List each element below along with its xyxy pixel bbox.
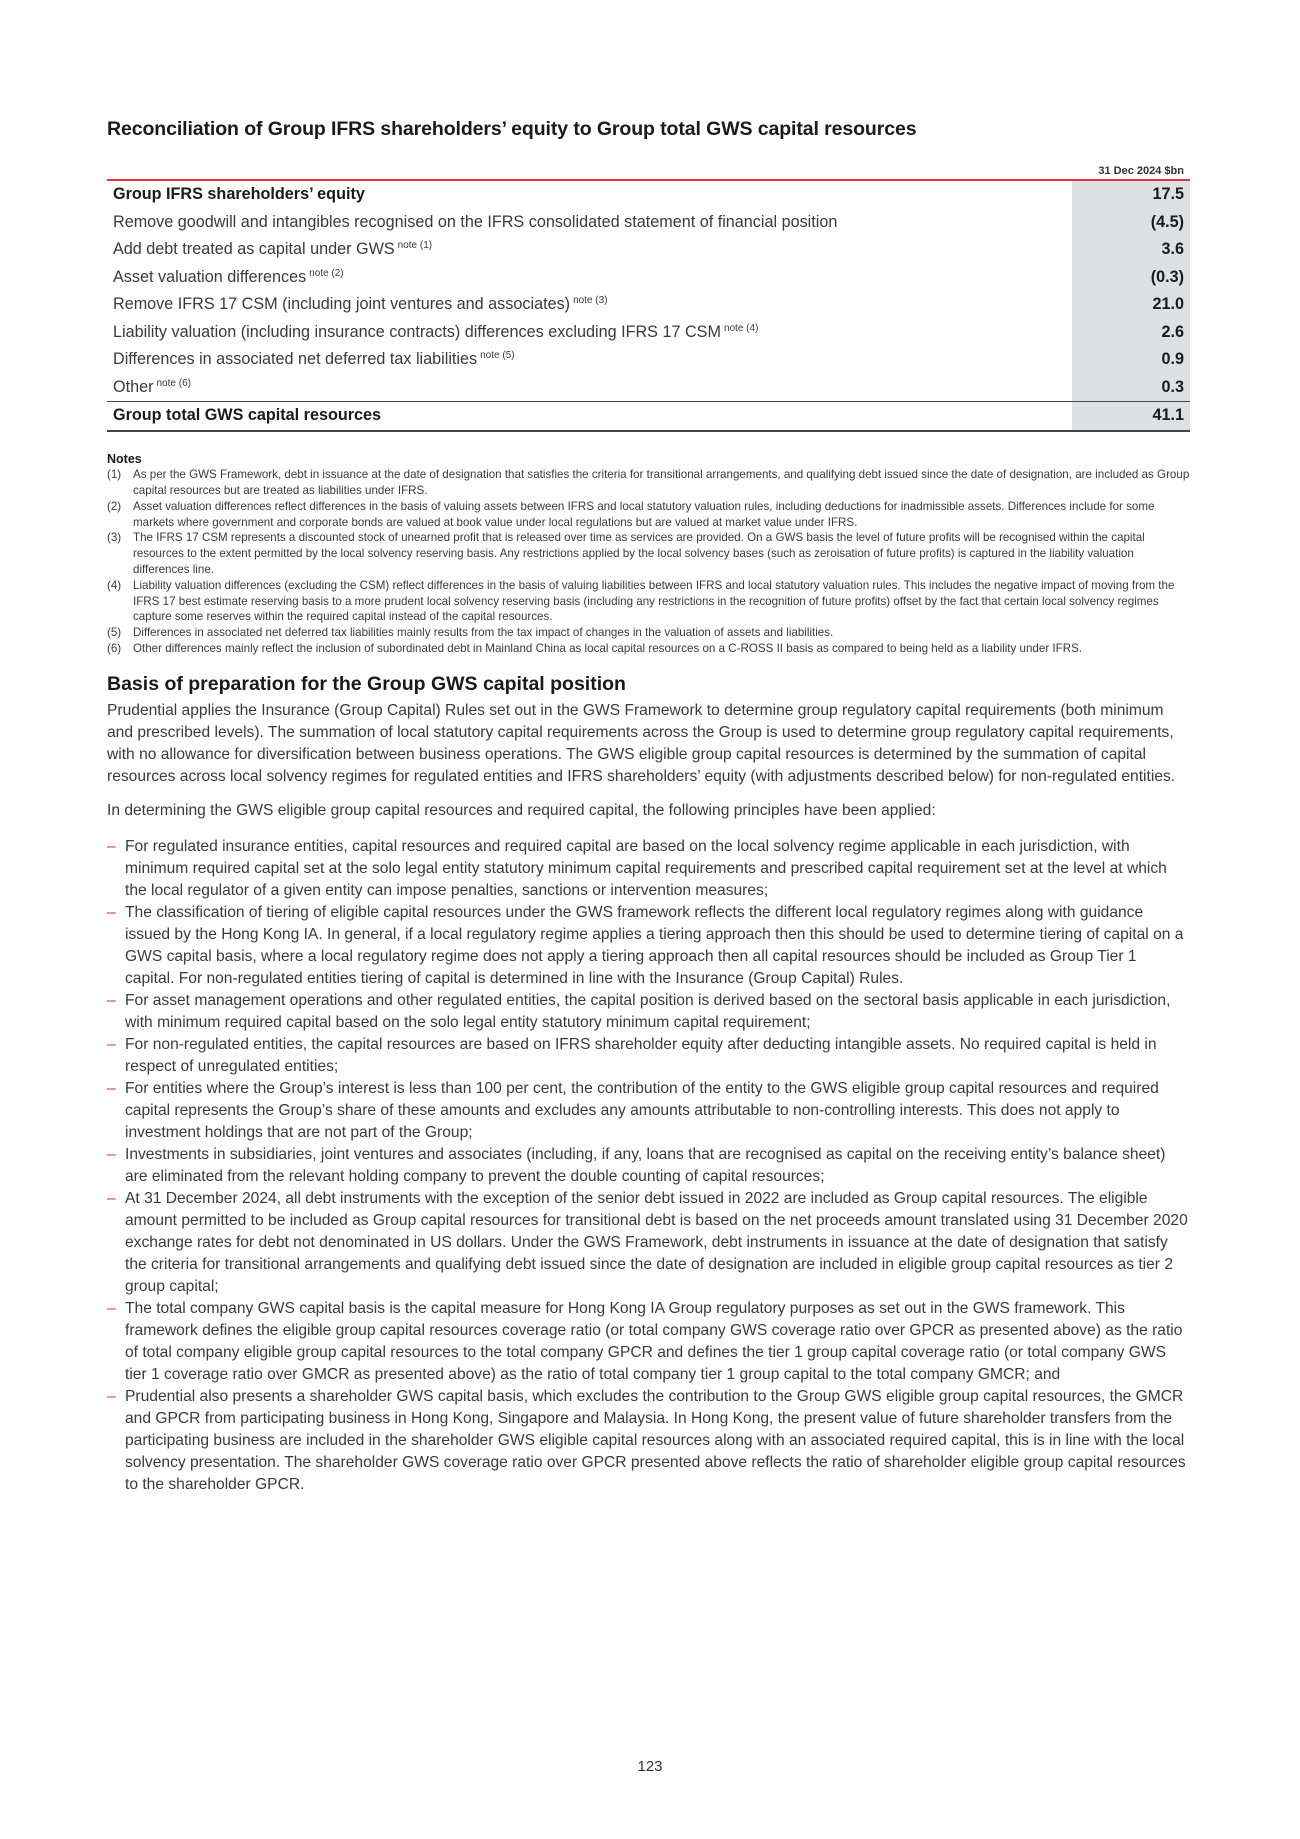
bullet-dash-icon: –: [107, 1145, 116, 1163]
note-item: [107, 625, 1190, 641]
bullet-dash-icon: –: [107, 1387, 116, 1405]
note-text: Differences in associated net deferred tax liabilities mainly results from the tax impact of changes in the valuation of assets and liabilities.: [133, 626, 834, 640]
principle-item: [107, 836, 1190, 902]
row-value: 2.6: [1072, 319, 1190, 347]
row-label-cell: [107, 374, 1072, 402]
principle-text: Investments in subsidiaries, joint ventures and associates (including, if any, loans that are recognised as capital on the receiving entity’s balance sheet) are eliminated from the relevant holding company to prevent the double counting of capital resources;: [125, 1145, 1166, 1185]
note-text: The IFRS 17 CSM represents a discounted stock of unearned profit that is released over time as services are provided. On a GWS basis the level of future profits will be recognised within the capital resources to the extent permitted by the local solvency reserving basis. Any restrictions applied by the local solvency bases (such as zeroisation of future profits) is captured in the liability valuation differences line.: [133, 531, 1145, 577]
principle-text: At 31 December 2024, all debt instruments with the exception of the senior debt issued in 2022 are included as Group capital resources. The eligible amount permitted to be included as Group capital resources for transitional debt is based on the net proceeds amount translated using 31 December 2020 exchange rates for debt not denominated in US dollars. Under the GWS Framework, debt instruments in issuance at the date of designation that satisfy the criteria for transitional arrangements and qualifying debt issued since the date of designation are included in eligible group capital resources as tier 2 group capital;: [125, 1189, 1188, 1295]
principle-item: [107, 1386, 1190, 1496]
row-label: Remove goodwill and intangibles recognised on the IFRS consolidated statement of financial position: [113, 212, 838, 231]
note-number: (5): [107, 626, 122, 640]
note-item: [107, 467, 1190, 499]
row-value: 17.5: [1072, 180, 1190, 209]
table-header-label: [107, 159, 1072, 180]
note-number: (1): [107, 468, 122, 482]
note-text: Liability valuation differences (excluding the CSM) reflect differences in the basis of valuing liabilities between IFRS and local statutory valuation rules. This includes the negative impact of moving from the IFRS 17 best estimate reserving basis to a more prudent local solvency reserving basis (including any restrictions in the recognition of future profits) offset by the fact that certain local solvency regimes capture some reserves within the required capital instead of the capital resources.: [133, 578, 1175, 624]
notes-heading: Notes: [107, 451, 142, 466]
table-row: [107, 236, 1190, 264]
note-text: Other differences mainly reflect the inclusion of subordinated debt in Mainland China as local capital resources on a C-ROSS II basis as compared to being held as a liability under IFRS.: [133, 642, 1083, 656]
note-item: [107, 578, 1190, 625]
row-label: Liability valuation (including insurance contracts) differences excluding IFRS 17 CSM: [113, 322, 721, 341]
table-row: [107, 180, 1190, 209]
row-label-cell: [107, 291, 1072, 319]
notes-list: [107, 467, 1190, 657]
principle-item: [107, 1188, 1190, 1298]
principle-text: For entities where the Group’s interest is less than 100 per cent, the contribution of the entity to the GWS eligible group capital resources and required capital represents the Group’s share of these amounts and excludes any amounts attributable to non-controlling interests. This does not apply to investment holdings that are not part of the Group;: [125, 1079, 1159, 1141]
row-label-cell: [107, 236, 1072, 264]
row-label: Asset valuation differences: [113, 267, 307, 286]
row-value: (4.5): [1072, 209, 1190, 237]
principle-item: [107, 1144, 1190, 1188]
row-label-cell: [107, 264, 1072, 292]
page-content: [107, 118, 1190, 1496]
row-label-cell: [107, 180, 1072, 209]
row-label: Add debt treated as capital under GWS: [113, 240, 395, 259]
row-value: 41.1: [1072, 402, 1190, 431]
row-note-reference: note (4): [723, 322, 759, 334]
principle-text: The classification of tiering of eligible capital resources under the GWS framework reflects the different local regulatory regimes along with guidance issued by the Hong Kong IA. In general, if a local regulatory regime applies a tiering approach then this should be used to determine tiering of capital on a GWS capital basis, where a local regulatory regime does not apply a tiering approach then all capital resources should be included as Group Tier 1 capital. For non-regulated entities tiering of capital is determined in line with the Insurance (Group Capital) Rules.: [125, 903, 1184, 987]
row-label: Differences in associated net deferred tax liabilities: [113, 350, 478, 369]
row-value: 21.0: [1072, 291, 1190, 319]
bullet-dash-icon: –: [107, 991, 116, 1009]
row-label: Remove IFRS 17 CSM (including joint ventures and associates): [113, 295, 571, 314]
principle-text: For non-regulated entities, the capital resources are based on IFRS shareholder equity after deducting intangible assets. No required capital is held in respect of unregulated entities;: [125, 1035, 1157, 1075]
table-row: [107, 319, 1190, 347]
bullet-dash-icon: –: [107, 903, 116, 921]
reconciliation-table: [107, 159, 1190, 432]
note-item: [107, 499, 1190, 531]
table-column-header: 31 Dec 2024 $bn: [1072, 159, 1190, 180]
table-row: [107, 374, 1190, 402]
table-row: [107, 264, 1190, 292]
row-note-reference: note (3): [573, 295, 608, 307]
principles-list: [107, 836, 1190, 1496]
note-item: [107, 530, 1190, 577]
row-value: 0.9: [1072, 346, 1190, 374]
principle-text: For asset management operations and other regulated entities, the capital position is derived based on the sectoral basis applicable in each jurisdiction, with minimum required capital based on the solo legal entity statutory minimum capital requirement;: [125, 991, 1171, 1031]
row-note-reference: note (1): [397, 240, 433, 252]
page-number: 123: [637, 1758, 663, 1775]
notes-section: [107, 452, 1190, 657]
principle-text: Prudential also presents a shareholder GWS capital basis, which excludes the contribution to the Group GWS eligible group capital resources, the GMCR and GPCR from participating business in Hong Kong, Singapore and Malaysia. In Hong Kong, the present value of future shareholder transfers from the participating business are included in the shareholder GWS eligible capital resources along with an associated required capital, this is in line with the local solvency presentation. The shareholder GWS coverage ratio over GPCR presented above reflects the ratio of shareholder eligible group capital resources to the shareholder GPCR.: [125, 1387, 1186, 1493]
principle-text: The total company GWS capital basis is the capital measure for Hong Kong IA Group regulatory purposes as set out in the GWS framework. This framework defines the eligible group capital resources coverage ratio (or total company GWS coverage ratio over GPCR as presented above) as the ratio of total company eligible group capital resources to the total company GPCR and defines the tier 1 group capital coverage ratio (or total company GWS tier 1 coverage ratio over GMCR as presented above) as the ratio of total company tier 1 group capital to the total company GMCR; and: [125, 1299, 1183, 1383]
row-label-cell: [107, 402, 1072, 431]
table-header-row: [107, 159, 1190, 180]
row-value: (0.3): [1072, 264, 1190, 292]
row-note-reference: note (2): [309, 267, 344, 279]
table-row: [107, 291, 1190, 319]
note-number: (4): [107, 578, 122, 592]
bullet-dash-icon: –: [107, 1189, 116, 1207]
note-number: (6): [107, 642, 122, 656]
row-value: 3.6: [1072, 236, 1190, 264]
basis-intro-paragraph: Prudential applies the Insurance (Group Capital) Rules set out in the GWS Framework to determine group regulatory capital requirements (both minimum and prescribed levels). The summation of local statutory capital requirements across the Group is used to determine group regulatory capital requirements, with no allowance for diversification between business operations. The GWS eligible group capital resources is determined by the summation of capital resources across local solvency regimes for regulated entities and IFRS shareholders’ equity (with adjustments described below) for non-regulated entities.: [107, 701, 1176, 785]
principle-item: [107, 902, 1190, 990]
table-total-row: [107, 402, 1190, 431]
note-text: As per the GWS Framework, debt in issuance at the date of designation that satisfies the criteria for transitional arrangements, and qualifying debt issued since the date of designation, are included as Group capital resources but are treated as liabilities under IFRS.: [133, 468, 1190, 498]
note-number: (3): [107, 531, 122, 545]
table-row: [107, 209, 1190, 237]
row-note-reference: note (6): [156, 377, 191, 389]
row-label: Group total GWS capital resources: [113, 406, 382, 425]
row-label-cell: [107, 209, 1072, 237]
table-row: [107, 346, 1190, 374]
bullet-dash-icon: –: [107, 1299, 116, 1317]
row-label: Other: [113, 377, 154, 396]
principle-item: [107, 1298, 1190, 1386]
row-label: Group IFRS shareholders’ equity: [113, 185, 365, 204]
bullet-dash-icon: –: [107, 1035, 116, 1053]
principle-item: [107, 990, 1190, 1034]
row-label-cell: [107, 319, 1072, 347]
page-title: Reconciliation of Group IFRS shareholders’ equity to Group total GWS capital resources: [107, 118, 917, 140]
note-text: Asset valuation differences reflect differences in the basis of valuing assets between IFRS and local statutory valuation rules, including deductions for inadmissible assets. Differences include for some markets where government and corporate bonds are valued at book value under local regulations but are valued at market value under IFRS.: [133, 499, 1155, 529]
principle-item: [107, 1034, 1190, 1078]
principles-intro-paragraph: In determining the GWS eligible group capital resources and required capital, the following principles have been applied:: [107, 801, 936, 819]
row-label-cell: [107, 346, 1072, 374]
section-heading: Basis of preparation for the Group GWS capital position: [107, 672, 626, 695]
row-value: 0.3: [1072, 374, 1190, 402]
note-item: [107, 641, 1190, 657]
row-note-reference: note (5): [480, 350, 515, 362]
bullet-dash-icon: –: [107, 1079, 116, 1097]
note-number: (2): [107, 499, 122, 513]
principle-text: For regulated insurance entities, capital resources and required capital are based on the local solvency regime applicable in each jurisdiction, with minimum required capital set at the solo legal entity statutory minimum capital requirements and prescribed capital requirement set at the level at which the local regulator of a given entity can impose penalties, sanctions or intervention measures;: [125, 837, 1167, 899]
principle-item: [107, 1078, 1190, 1144]
bullet-dash-icon: –: [107, 837, 116, 855]
